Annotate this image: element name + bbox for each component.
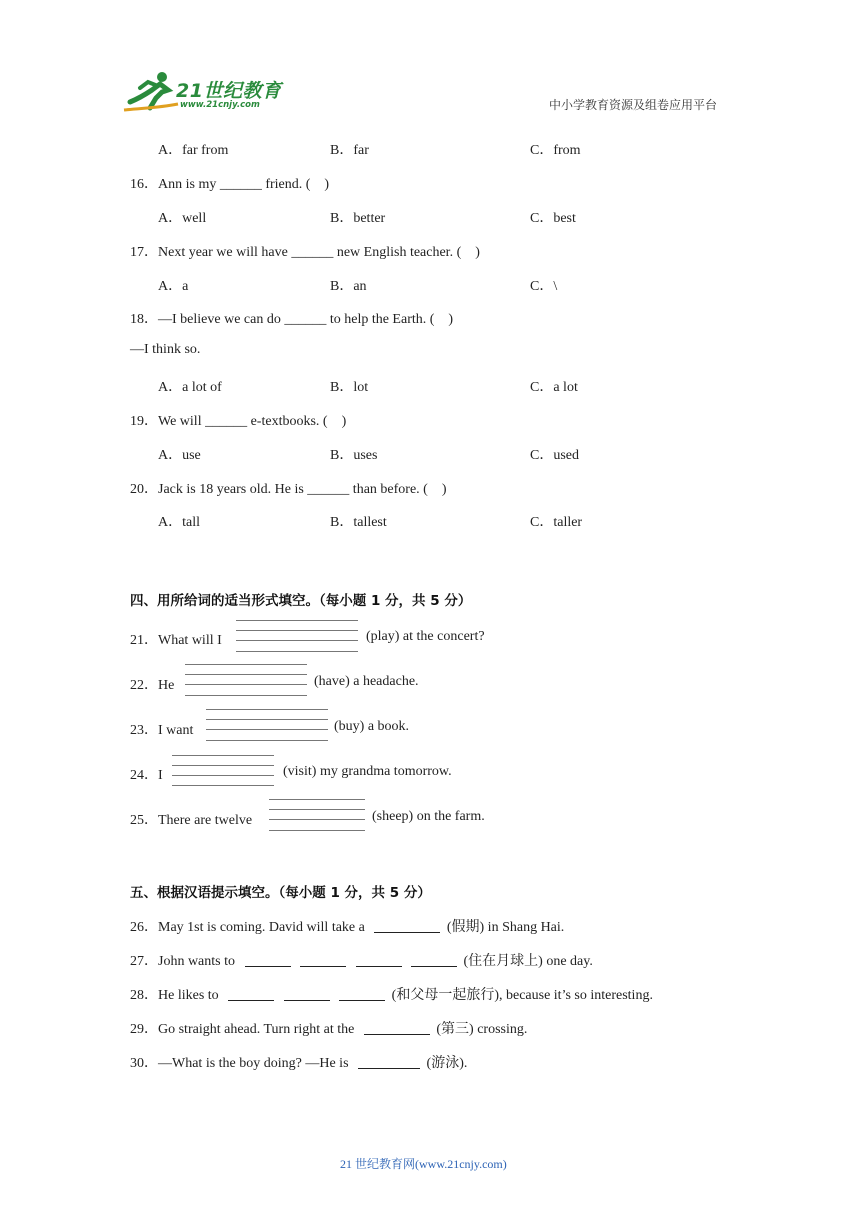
q16-option-c: C．best [530,211,576,226]
q28-hint: (和父母一起旅行), because it’s so interesting. [391,988,653,1003]
q27-answer-blank-3[interactable] [356,952,402,967]
q16-option-a: A．well [158,211,207,226]
q27-line [130,950,593,970]
q15-option-c: C．from [530,143,581,158]
q21-answer-blank[interactable] [236,620,358,654]
q20-option-a: A．tall [158,515,200,530]
q17-option-a: A．a [158,279,189,294]
q26-line [130,916,564,936]
logo-sub-text: www.21cnjy.com [180,100,260,110]
q20-option-b: B．tallest [330,515,387,530]
section5-heading: 五、根据汉语提示填空。（每小题 1 分，共 5 分） [130,885,431,901]
q28-line [130,984,653,1004]
q23-suffix: (buy) a book. [334,719,410,734]
q27-answer-blank-2[interactable] [300,952,346,967]
section4-heading: 四、用所给词的适当形式填空。（每小题 1 分，共 5 分） [130,593,472,609]
q30-prefix: 30．—What is the boy doing? —He is [130,1056,349,1071]
q18-option-a: A．a lot of [158,380,222,395]
platform-title: 中小学教育资源及组卷应用平台 [549,98,718,112]
q26-hint: (假期) in Shang Hai. [446,920,565,935]
q24-prefix: 24．I [130,768,163,783]
q23-answer-blank[interactable] [206,709,328,743]
q17-option-c: C．\ [530,279,558,294]
q28-answer-blank-1[interactable] [228,986,274,1001]
q17-stem: 17．Next year we will have ______ new English teacher. ( ) [130,245,480,260]
q17-option-b: B．an [330,279,367,294]
q18-option-b: B．lot [330,380,369,395]
q27-answer-blank-1[interactable] [245,952,291,967]
q30-line [130,1052,467,1072]
q24-answer-blank[interactable] [172,755,274,789]
q24-suffix: (visit) my grandma tomorrow. [283,764,452,779]
q18-option-c: C．a lot [530,380,578,395]
q19-option-c: C．used [530,448,579,463]
q28-answer-blank-2[interactable] [284,986,330,1001]
q26-prefix: 26．May 1st is coming. David will take a [130,920,365,935]
q27-prefix: 27．John wants to [130,954,235,969]
q22-suffix: (have) a headache. [314,674,419,689]
q20-stem: 20．Jack is 18 years old. He is ______ than before. ( ) [130,482,447,497]
q15-option-a: A．far from [158,143,229,158]
q27-hint: (住在月球上) one day. [463,954,593,969]
q25-prefix: 25．There are twelve [130,813,253,828]
q22-prefix: 22．He [130,678,175,693]
runner-logo-icon [122,68,182,116]
q16-option-b: B．better [330,211,386,226]
q27-answer-blank-4[interactable] [411,952,457,967]
q26-answer-blank[interactable] [374,918,440,933]
q29-prefix: 29．Go straight ahead. Turn right at the [130,1022,355,1037]
q21-prefix: 21．What will I [130,633,222,648]
q30-answer-blank[interactable] [358,1054,420,1069]
q28-answer-blank-3[interactable] [339,986,385,1001]
q20-option-c: C．taller [530,515,583,530]
q28-prefix: 28．He likes to [130,988,219,1003]
footer-link[interactable]: 21 世纪教育网(www.21cnjy.com) [340,1157,507,1171]
q25-suffix: (sheep) on the farm. [372,809,485,824]
q29-answer-blank[interactable] [364,1020,430,1035]
q21-suffix: (play) at the concert? [366,629,485,644]
logo-main-text: 21世纪教育 [176,80,282,102]
q30-hint: (游泳). [426,1056,468,1071]
q16-stem: 16．Ann is my ______ friend. ( ) [130,177,330,192]
q29-hint: (第三) crossing. [436,1022,528,1037]
q19-stem: 19．We will ______ e-textbooks. ( ) [130,414,347,429]
q25-answer-blank[interactable] [269,799,365,833]
q18-response: —I think so. [130,342,201,357]
q22-answer-blank[interactable] [185,664,307,698]
q23-prefix: 23．I want [130,723,194,738]
q15-option-b: B．far [330,143,369,158]
q19-option-a: A．use [158,448,201,463]
q29-line [130,1018,527,1038]
logo [122,68,292,118]
q19-option-b: B．uses [330,448,378,463]
q18-stem: 18．—I believe we can do ______ to help the Earth. ( ) [130,312,454,327]
